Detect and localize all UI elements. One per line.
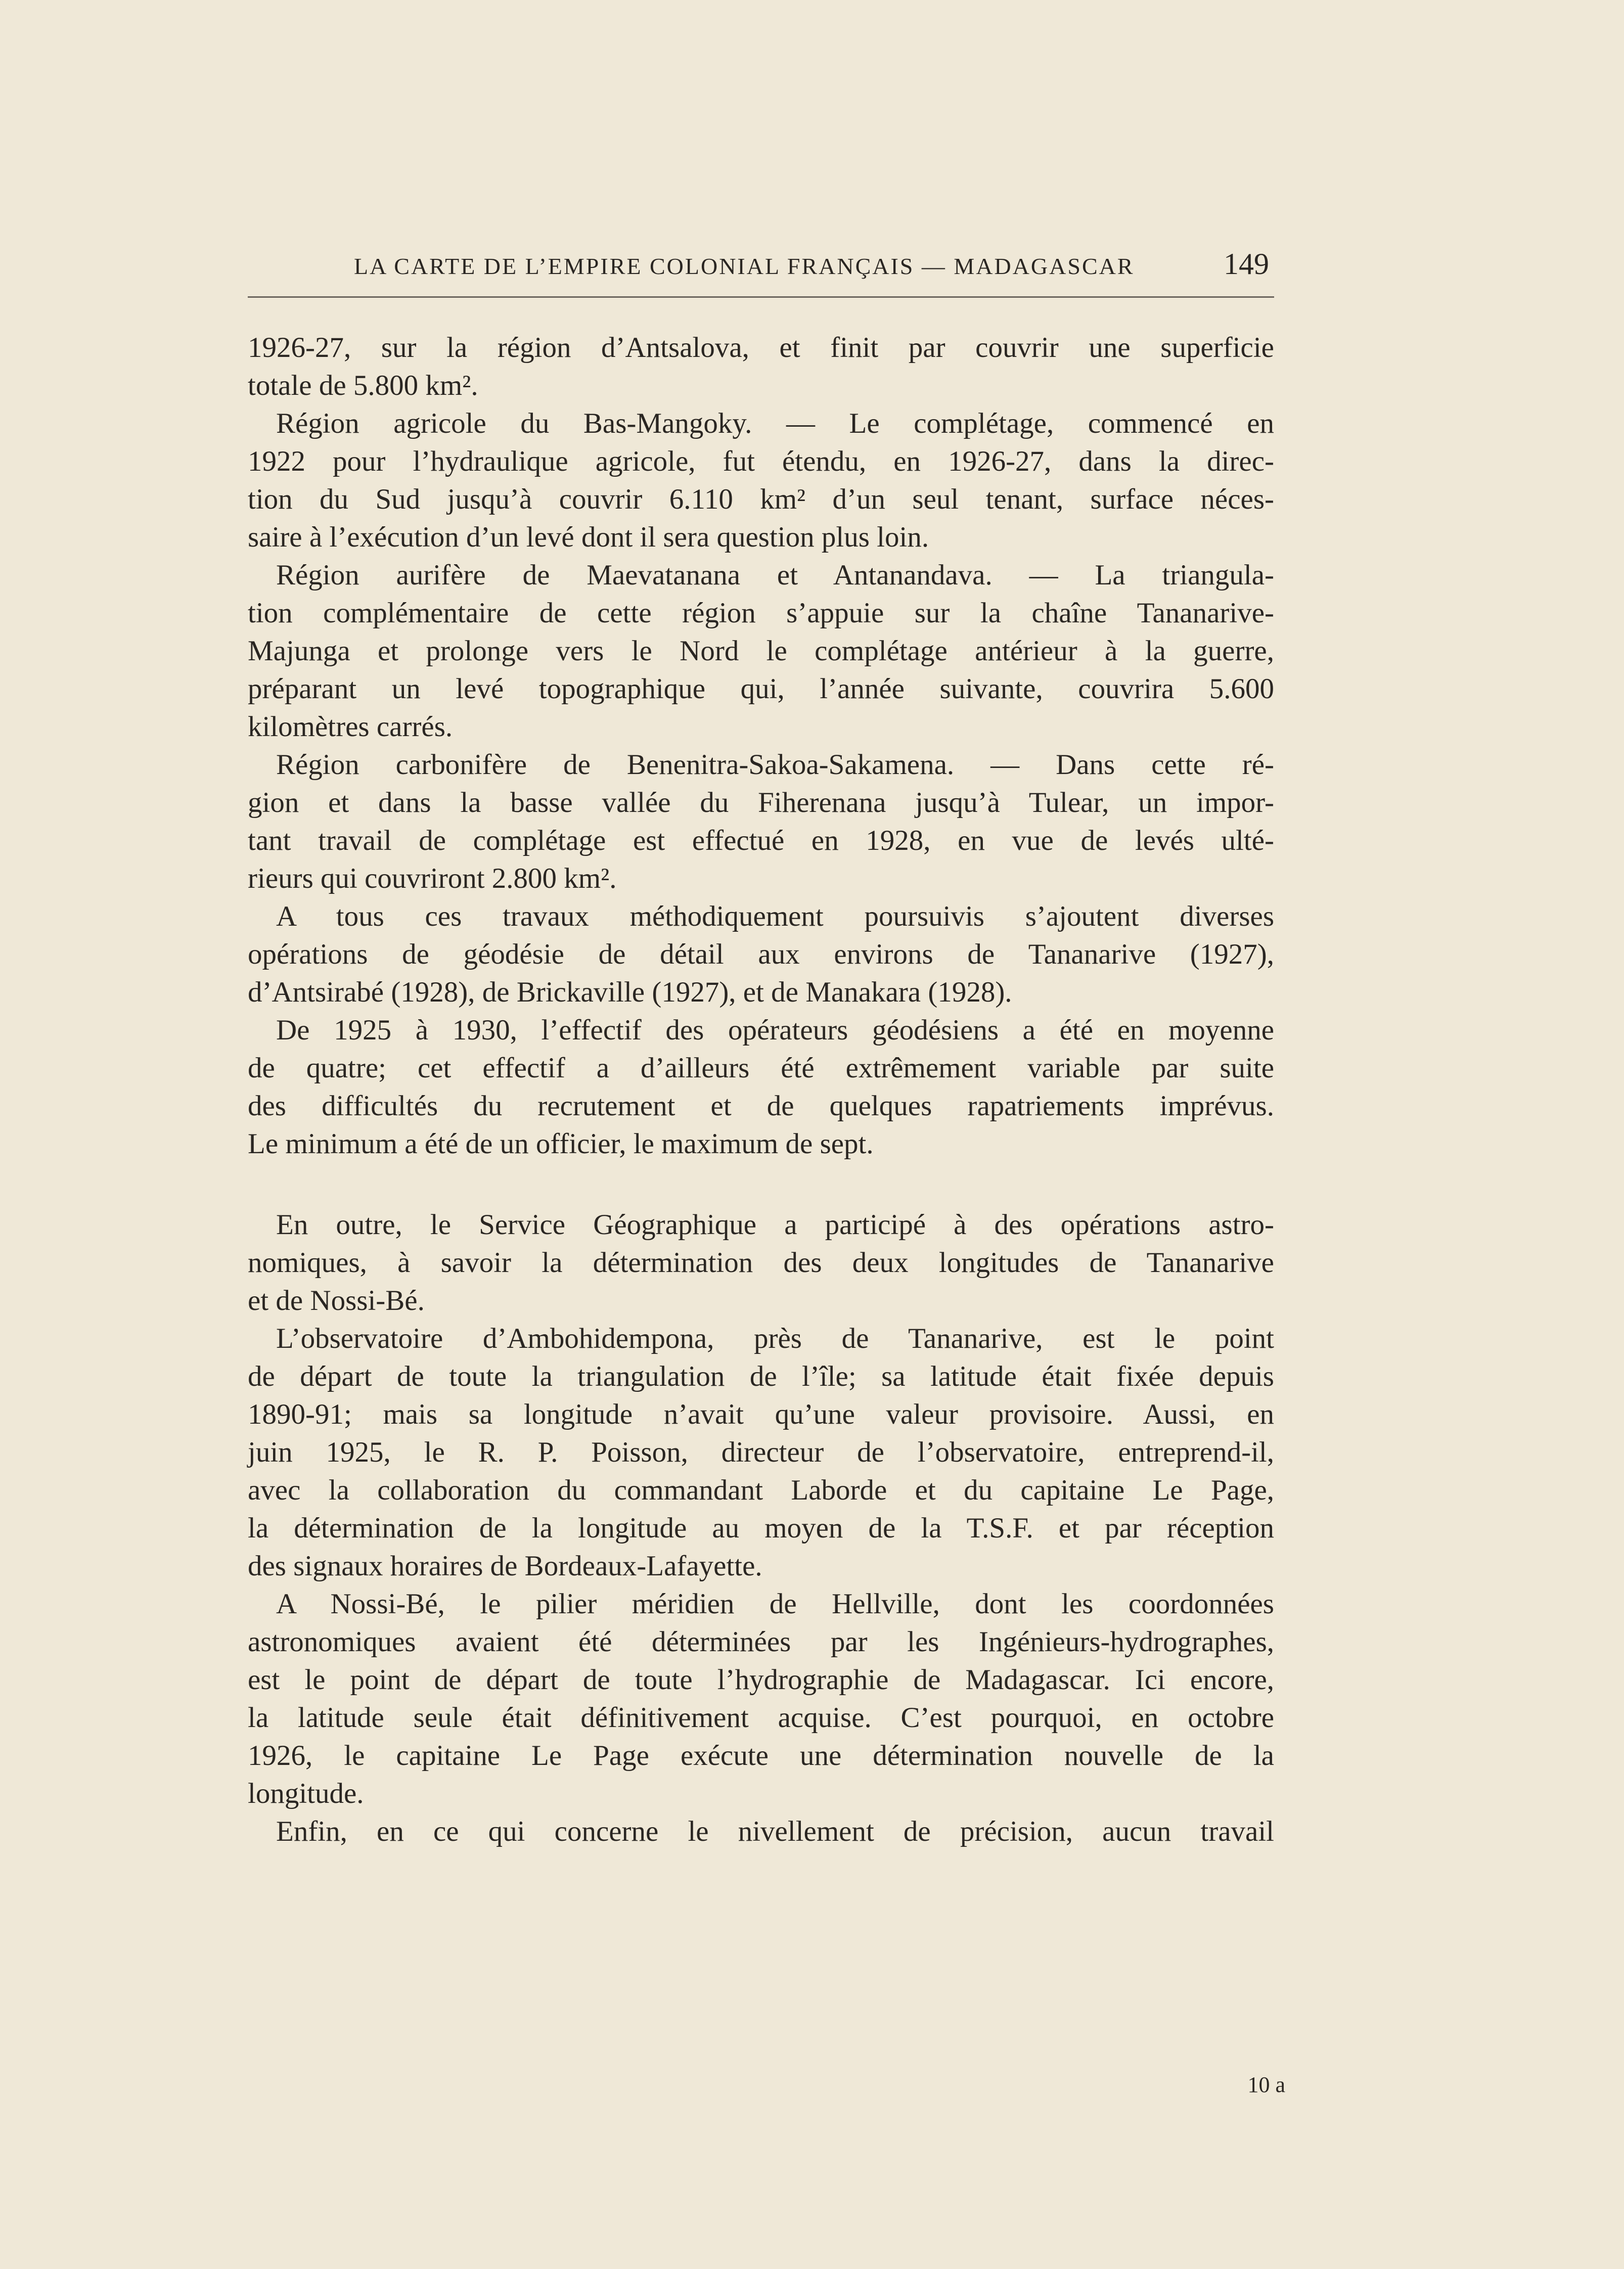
text-line: la latitude seule était définitivement acquise. C’est pourquoi, en octobre [248,1702,1274,1734]
text-line: gion et dans la basse vallée du Fiherenana jusqu’à Tulear, un impor- [248,787,1274,819]
text-line: préparant un levé topographique qui, l’année suivante, couvrira 5.600 [248,673,1274,705]
body-text [248,329,1274,1850]
text-line: A tous ces travaux méthodiquement poursuivis s’ajoutent diverses [276,900,1274,932]
text-line: Région agricole du Bas-Mangoky. — Le complétage, commencé en [276,407,1274,439]
text-line: Région carbonifère de Benenitra-Sakoa-Sakamena. — Dans cette ré- [276,749,1274,781]
text-line: la détermination de la longitude au moyen de la T.S.F. et par réception [248,1512,1274,1544]
text-line: De 1925 à 1930, l’effectif des opérateurs géodésiens a été en moyenne [276,1014,1274,1046]
text-line: 1922 pour l’hydraulique agricole, fut étendu, en 1926-27, dans la direc- [248,445,1274,477]
text-line: Majunga et prolonge vers le Nord le complétage antérieur à la guerre, [248,635,1274,667]
text-line: tion complémentaire de cette région s’appuie sur la chaîne Tananarive- [248,597,1274,629]
text-line: de départ de toute la triangulation de l’île; sa latitude était fixée depuis [248,1360,1274,1392]
text-line: Le minimum a été de un officier, le maximum de sept. [248,1128,874,1160]
text-line: 1926, le capitaine Le Page exécute une détermination nouvelle de la [248,1740,1274,1772]
text-line: Région aurifère de Maevatanana et Antanandava. — La triangula- [276,559,1274,591]
text-line: juin 1925, le R. P. Poisson, directeur de l’observatoire, entreprend-il, [248,1436,1274,1468]
text-line: de quatre; cet effectif a d’ailleurs été extrêmement variable par suite [248,1052,1274,1084]
text-line: A Nossi-Bé, le pilier méridien de Hellville, dont les coordonnées [276,1588,1274,1620]
text-line: L’observatoire d’Ambohidempona, près de Tananarive, est le point [276,1323,1274,1354]
header-rule [248,296,1274,298]
text-line: 1926-27, sur la région d’Antsalova, et finit par couvrir une superficie [248,332,1274,364]
text-line: est le point de départ de toute l’hydrographie de Madagascar. Ici encore, [248,1664,1274,1696]
text-line: Enfin, en ce qui concerne le nivellement de précision, aucun travail [276,1816,1274,1847]
text-line: nomiques, à savoir la détermination des deux longitudes de Tananarive [248,1247,1274,1279]
text-line: kilomètres carrés. [248,711,453,743]
text-line: En outre, le Service Géographique a participé à des opérations astro- [276,1209,1274,1241]
page-number: 149 [1224,247,1269,281]
text-line: des difficultés du recrutement et de quelques rapatriements imprévus. [248,1090,1274,1122]
text-line: saire à l’exécution d’un levé dont il sera question plus loin. [248,521,929,553]
text-line: astronomiques avaient été déterminées par les Ingénieurs-hydrographes, [248,1626,1274,1658]
page-header [248,247,1274,287]
text-line: tant travail de complétage est effectué en 1928, en vue de levés ulté- [248,825,1274,856]
text-line: des signaux horaires de Bordeaux-Lafayette. [248,1550,762,1582]
text-line: totale de 5.800 km². [248,370,478,401]
section-gap [248,1163,1274,1206]
text-line: 1890-91; mais sa longitude n’avait qu’une valeur provisoire. Aussi, en [248,1398,1274,1430]
text-line: tion du Sud jusqu’à couvrir 6.110 km² d’un seul tenant, surface néces- [248,483,1274,515]
text-line: et de Nossi-Bé. [248,1285,425,1317]
text-line: avec la collaboration du commandant Laborde et du capitaine Le Page, [248,1474,1274,1506]
text-line: opérations de géodésie de détail aux environs de Tananarive (1927), [248,938,1274,970]
text-line: rieurs qui couvriront 2.800 km². [248,863,617,894]
running-title: LA CARTE DE L’EMPIRE COLONIAL FRANÇAIS — MADAGASCAR [354,253,1135,279]
text-line: longitude. [248,1778,364,1809]
signature-mark: 10 a [1247,2072,1285,2097]
text-line: d’Antsirabé (1928), de Brickaville (1927), et de Manakara (1928). [248,976,1012,1008]
